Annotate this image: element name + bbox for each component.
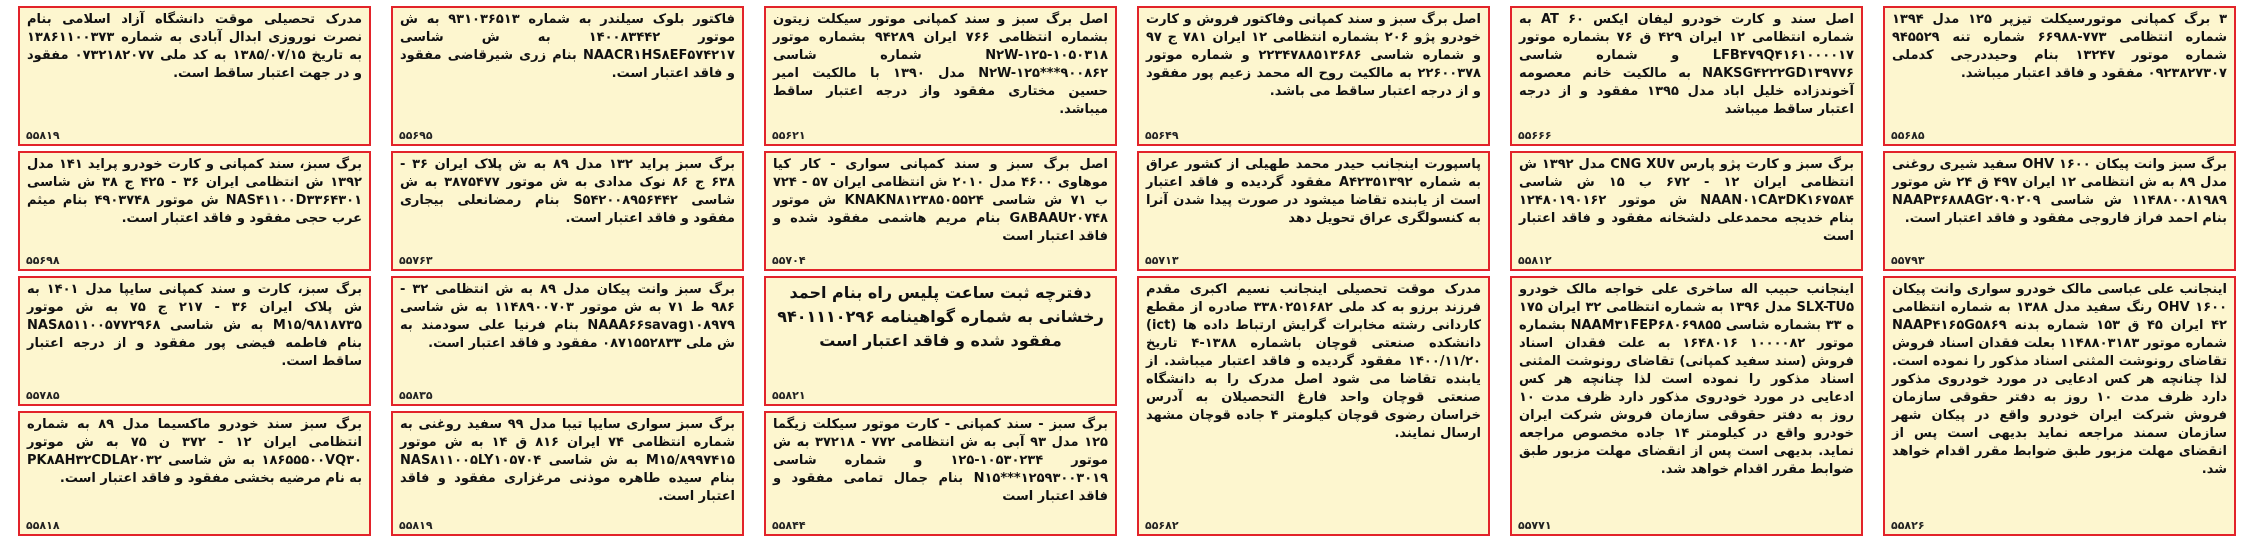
ad-code: ۵۵۶۲۱ bbox=[772, 129, 806, 142]
ad-text: برگ سبز وانت پیکان مدل ۸۹ به ش انتظامی ۳۲ - ۹۸۶ ط ۷۱ به ش موتور ۱۱۴۸۹۰۰۷۰۳ به ش شاسی NAAA۶۶savag۱۰۸۹۷۹ بنام فرنیا علی سودمند به ش ملی ۰۸۷۱۵۵۲۸۳۳ مفقود و فاقد اعتبار است. bbox=[400, 282, 736, 351]
ad-box bbox=[764, 276, 1117, 406]
ad-code: ۵۵۶۸۲ bbox=[1145, 519, 1179, 532]
ad-text: اصل برگ سبز و سند کمپانی وفاکتور فروش و کارت خودرو پژو ۲۰۶ بشماره انتظامی ۱۲ ایران ۷۸۱ ج ۹۷ و شماره شاسی ۲۲۳۴۷۸۸۵۱۳۶۸۶ و شماره موتور ۲۲۶۰۰۳۷۸ به مالکیت روح اله محمد زعیم پور مفقود و از درجه اعتبار ساقط می باشد. bbox=[1146, 12, 1481, 99]
ad-text: فاکتور بلوک سیلندر به شماره ۹۳۱۰۳۶۵۱۳ به ش موتور ۱۴۰۰۸۳۴۴۲ به ش شاسی NAACR۱HS۸EF۵۷۴۲۱۷ بنام زری شیرقاضی مفقود و فاقد اعتبار است. bbox=[400, 12, 735, 81]
ad-box bbox=[1510, 6, 1863, 146]
ad-code: ۵۵۷۶۳ bbox=[399, 254, 433, 267]
ad-text: برگ سبز - سند کمپانی - کارت موتور سیکلت زیگما ۱۲۵ مدل ۹۳ آبی به ش انتظامی ۷۷۲ - ۳۷۲۱۸ به ش موتور ۱۰۵۳۰۲۳۴-۱۲۵ و شماره شاسی ۱۲۵۹۳۰۰۳۰۱۹***N۱۵ بنام جمال تمامی مفقود و فاقد اعتبار است bbox=[773, 417, 1108, 504]
ad-code: ۵۵۶۴۹ bbox=[1145, 129, 1179, 142]
ad-code: ۵۵۷۹۳ bbox=[1891, 254, 1925, 267]
ad-box bbox=[1883, 151, 2236, 271]
ad-text: برگ سبز، کارت و سند کمپانی سایپا مدل ۱۴۰۱ به ش پلاک ایران ۳۶ - ۲۱۷ ج ۷۵ به ش موتور M۱۵/۹۸۱۸۷۳۵ به ش شاسی NAS۸۵۱۱۰۰۵۷۷۲۹۶۸ بنام فاطمه فیضی پور مفقود و از درجه اعتبار ساقط است. bbox=[27, 282, 363, 369]
ad-code: ۵۵۸۲۱ bbox=[772, 389, 806, 402]
ad-code: ۵۵۶۹۸ bbox=[26, 254, 60, 267]
ad-code: ۵۵۷۱۳ bbox=[1145, 254, 1179, 267]
ad-box bbox=[1883, 276, 2236, 536]
ad-code: ۵۵۸۱۹ bbox=[26, 129, 60, 142]
ad-text: مدرک تحصیلی موقت دانشگاه آزاد اسلامی بنام نصرت نوروزی ابدال آبادی به شماره ۱۳۸۶۱۱۰۰۳۷۳ به تاریخ ۱۳۸۵/۰۷/۱۵ به کد ملی ۰۷۳۲۱۸۲۰۷۷ مفقود و در جهت اعتبار ساقط است. bbox=[27, 12, 362, 81]
ad-code: ۵۵۶۹۵ bbox=[399, 129, 433, 142]
ad-code: ۵۵۷۷۱ bbox=[1518, 519, 1552, 532]
ad-box bbox=[391, 6, 744, 146]
ad-box bbox=[18, 276, 371, 406]
ad-text: دفترچه ثبت ساعت پلیس راه بنام احمد رخشانی به شماره گواهینامه ۹۴۰۱۱۱۰۲۹۶ مفقود شده و فاقد اعتبار است bbox=[777, 283, 1104, 350]
ad-code: ۵۵۷۸۵ bbox=[26, 389, 60, 402]
ad-box bbox=[764, 151, 1117, 271]
ad-code: ۵۵۷۰۴ bbox=[772, 254, 806, 267]
ad-text: برگ سبز وانت پیکان ۱۶۰۰ OHV سفید شیری روغنی مدل ۸۹ به ش انتظامی ۱۲ ایران ۴۹۷ ق ۲۴ ش موتور ۱۱۴۸۸۰۰۸۱۹۸۹ ش شاسی NAAP۳۶۸۸AG۲۰۹۰۲۰۹ بنام احمد فراز فاروجی مفقود و فاقد اعتبار است. bbox=[1892, 157, 2228, 226]
ad-code: ۵۵۶۸۵ bbox=[1891, 129, 1925, 142]
ad-box bbox=[1883, 6, 2236, 146]
ad-box bbox=[391, 151, 744, 271]
ad-text: برگ سبز سواری سایپا تیبا مدل ۹۹ سفید روغنی به شماره انتظامی ۷۴ ایران ۸۱۶ ق ۱۴ به ش موتور M۱۵/۸۹۹۷۴۱۵ به ش شاسی NAS۸۱۱۰۰۵LY۱۰۵۷۰۴ بنام سیده طاهره موذنی مرغزاری مفقود و فاقد اعتبار است. bbox=[400, 417, 736, 504]
ad-code: ۵۵۸۴۴ bbox=[772, 519, 806, 532]
ad-code: ۵۵۸۱۹ bbox=[399, 519, 433, 532]
ad-box bbox=[1137, 276, 1490, 536]
ad-text: اصل برگ سبز و سند کمپانی موتور سیکلت زیتون بشماره انتظامی ۷۶۶ ایران ۹۴۲۸۹ بشماره موتور ۱۰۵۰۳۱۸-N۲W-۱۲۵ شماره شاسی ۹۰۰۸۶۲***N۲W-۱۲۵ مدل ۱۳۹۰ با مالکیت امیر حسین مختاری مفقود واز درجه اعتبار ساقط میباشد. bbox=[773, 12, 1109, 117]
ad-code: ۵۵۸۱۸ bbox=[26, 519, 60, 532]
ad-box bbox=[391, 411, 744, 536]
ad-text: اینجانب حبیب اله ساخری علی خواجه مالک خودرو SLX-TU۵ مدل ۱۳۹۶ به شماره انتظامی ۳۲ ایران ۱۷۵ ه ۳۳ بشماره شاسی NAAM۳۱FEP۶۸۰۶۹۸۵۵ بشماره موتور ۱۰۰۰۰۸۲ ۱۶۴۸۰۱۶ به علت فقدان اسناد فروش (سند سفید کمپانی) تقاضای رونوشت المثنی اسناد مذکور را نموده است لذا چنانچه هر کس ادعایی در مورد خودروی مذکور دارد ظرف مدت ۱۰ روز به دفتر حقوقی سازمان فروش شرکت ایران خودرو واقع در کیلومتر ۱۴ جاده مخصوص مراجعه نماید. بدیهی است پس از انقضای مهلت مزبور طبق ضوابط مقرر اقدام خواهد شد. bbox=[1519, 282, 1855, 477]
ad-box bbox=[1137, 6, 1490, 146]
ad-box bbox=[1510, 151, 1863, 271]
ad-box bbox=[1137, 151, 1490, 271]
ad-box bbox=[1510, 276, 1863, 536]
ad-text: اینجانب علی عباسی مالک خودرو سواری وانت پیکان ۱۶۰۰ OHV رنگ سفید مدل ۱۳۸۸ به شماره انتظامی ۴۲ ایران ۴۵ ق ۱۵۳ شماره بدنه NAAP۴۱۶۵G۵۸۶۹ شماره موتور ۱۱۴۸۸۰۳۱۸۳ بعلت فقدان اسناد فروش تقاضای رونوشت المثنی اسناد مذکور را نموده است. لذا چنانچه هر کس ادعایی در مورد خودروی مذکور دارد ظرف مدت ۱۰ روز به دفتر حقوقی سازمان فروش شرکت ایران خودرو واقع در پیکان شهر سازمان سمند مراجعه نماید بدیهی است پس از انقضای مهلت مزبور طبق ضوابط مقرر اقدام خواهد شد. bbox=[1892, 282, 2228, 477]
ad-text: ۳ برگ کمپانی موتورسیکلت تیزپر ۱۲۵ مدل ۱۳۹۴ شماره انتظامی ۷۷۳-۶۶۹۸۸ شماره تنه ۹۴۵۵۲۹ شماره موتور ۱۳۲۴۷ بنام وحیددرجی کدملی ۰۹۲۳۸۲۷۳۰۷ مفقود و فاقد اعتبار میباشد. bbox=[1892, 12, 2227, 81]
ad-text: پاسپورت اینجانب حیدر محمد طهیلی از کشور عراق به شماره A۴۲۳۵۱۳۹۲ مفقود گردیده و فاقد اعتبار است از یابنده تقاضا میشود در صورت پیدا شدن آنرا به کنسولگری عراق تحویل دهد bbox=[1146, 157, 1481, 226]
ad-text: برگ سبز سند خودرو ماکسیما مدل ۸۹ به شماره انتظامی ایران ۱۲ - ۳۷۲ ن ۷۵ به ش موتور ۱۸۶۵۵۵۰۰VQ۳۰ به ش شاسی PK۸AH۳۲CDLA۲۰۳۲ به نام مرضیه بخشی مفقود و فاقد اعتبار است. bbox=[27, 417, 363, 486]
ad-box bbox=[18, 151, 371, 271]
ad-box bbox=[18, 411, 371, 536]
ad-text: مدرک موقت تحصیلی اینجانب نسیم اکبری مقدم فرزند برزو به کد ملی ۳۳۸۰۲۵۱۶۸۲ صادره از مقطع کاردانی رشته مخابرات گرایش ارتباط داده ها (ict) دانشکده صنعتی قوچان باشماره ۱۳۸۸-۴ تاریخ ۱۴۰۰/۱۱/۲۰ مفقود گردیده و فاقد اعتبار میباشد. از یابنده تقاضا می شود اصل مدرک را به دانشگاه صنعتی قوچان واحد فارغ التحصیلان به آدرس خراسان رضوی قوچان کیلومتر ۴ جاده قوچان مشهد ارسال نمایند. bbox=[1146, 282, 1481, 441]
ad-code: ۵۵۸۲۶ bbox=[1891, 519, 1925, 532]
ad-text: اصل برگ سبز و سند کمپانی سواری - کار کیا موهاوی ۴۶۰۰ مدل ۲۰۱۰ ش انتظامی ایران ۵۷ - ۷۲۴ ب ۷۱ ش شاسی KNAKN۸۱۲۳۸۵۰۵۵۲۴ ش موتور G۸BAAU۲۰۷۴۸ بنام مریم هاشمی مفقود شده و فاقد اعتبار است bbox=[773, 157, 1108, 244]
ad-box bbox=[391, 276, 744, 406]
ad-text: اصل سند و کارت خودرو لیفان ایکس ۶۰ AT به شماره انتظامی ۱۲ ایران ۴۲۹ ق ۷۶ بشماره موتور LFB۴۷۹Q۴۱۶۱۰۰۰۰۱۷ و شماره شاسی NAKSG۴۲۲۲GD۱۳۹۷۷۶ به مالکیت خانم معصومه آخوندزاده خلیل اباد مدل ۱۳۹۵ مفقود و از درجه اعتبار ساقط میباشد bbox=[1519, 12, 1855, 117]
ad-code: ۵۵۸۱۲ bbox=[1518, 254, 1552, 267]
ad-text: برگ سبز پراید ۱۳۲ مدل ۸۹ به ش پلاک ایران ۳۶ - ۶۳۸ ج ۸۶ نوک مدادی به ش موتور ۳۸۷۵۴۷۷ به ش شاسی S۵۴۲۰۰۸۹۵۶۴۴۲ بنام رمضانعلی بیجاری مفقود و فاقد اعتبار است. bbox=[400, 157, 736, 226]
ad-box bbox=[764, 6, 1117, 146]
ad-box bbox=[764, 411, 1117, 536]
ad-code: ۵۵۶۶۶ bbox=[1518, 129, 1552, 142]
ad-box bbox=[18, 6, 371, 146]
ad-code: ۵۵۸۳۵ bbox=[399, 389, 433, 402]
ad-text: برگ سبز و کارت پژو پارس CNG XU۷ مدل ۱۳۹۲ ش انتظامی ایران ۱۲ - ۶۷۲ ب ۱۵ ش شاسی NAAN۰۱CA۳DK۱۶۷۵۸۴ ش موتور ۱۲۴۸۰۱۹۰۱۶۲ بنام خدیجه محمدعلی دلشخانه مفقود و فاقد اعتبار است bbox=[1519, 157, 1855, 244]
ad-text: برگ سبز، سند کمپانی و کارت خودرو پراید ۱۴۱ مدل ۱۳۹۲ ش انتظامی ایران ۳۶ - ۴۲۵ ج ۳۸ ش شاسی NAS۴۱۱۰۰D۳۳۶۴۳۰۱ ش موتور ۴۹۰۳۷۴۸ بنام میثم عرب حجی مفقود و فاقد اعتبار است. bbox=[27, 157, 362, 226]
